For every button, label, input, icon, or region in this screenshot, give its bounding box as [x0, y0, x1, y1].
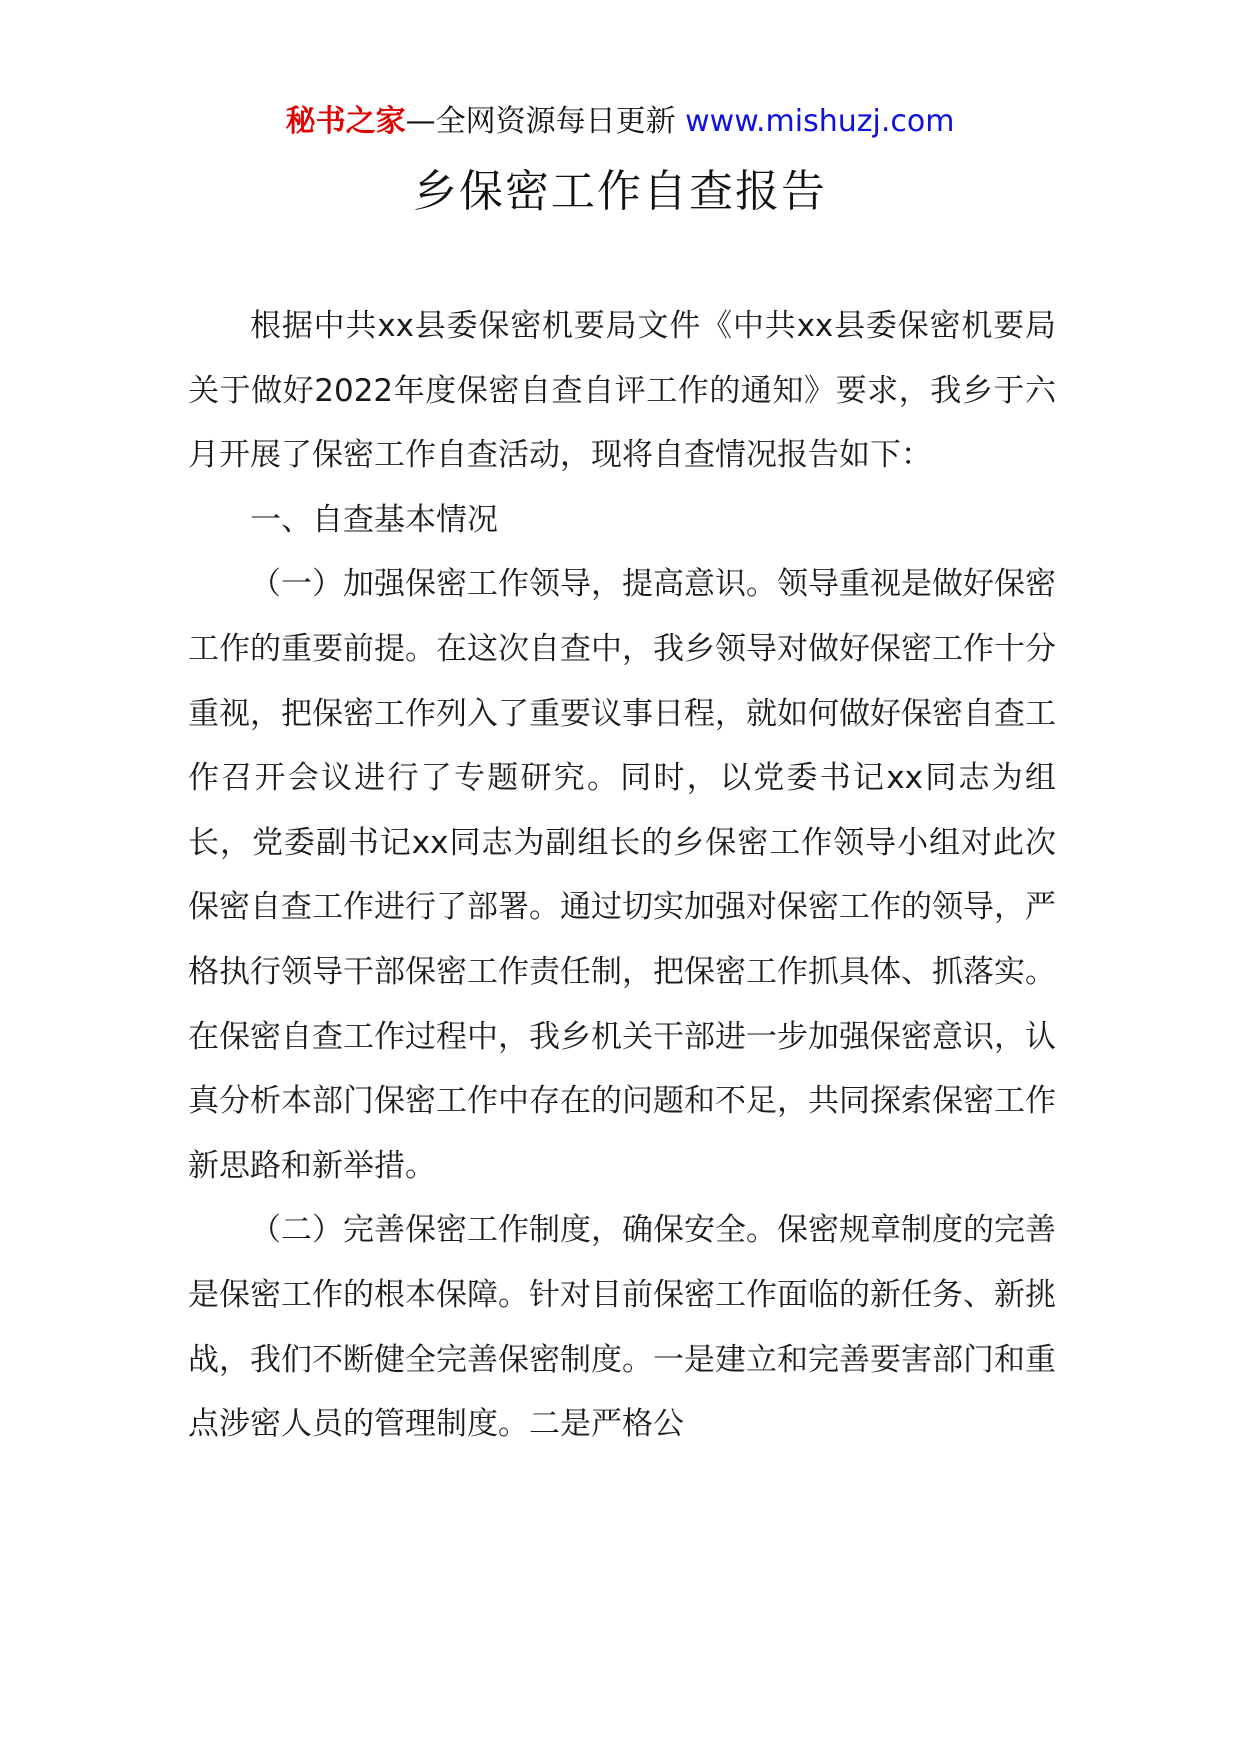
section-heading: 一、自查基本情况: [250, 501, 498, 538]
document-body: [188, 294, 1056, 1457]
paragraph-intro: 根据中共xx县委保密机要局文件《中共xx县委保密机要局关于做好2022年度保密自查自评工作的通知》要求，我乡于六月开展了保密工作自查活动，现将自查情况报告如下：: [188, 308, 1056, 474]
paragraph-leadership: （一）加强保密工作领导，提高意识。领导重视是做好保密工作的重要前提。在这次自查中，我乡领导对做好保密工作十分重视，把保密工作列入了重要议事日程，就如何做好保密自查工作召开会议进行了专题研究。同时，以党委书记xx同志为组长，党委副书记xx同志为副组长的乡保密工作领导小组对此次保密自查工作进行了部署。通过切实加强对保密工作的领导，严格执行领导干部保密工作责任制，把保密工作抓具体、抓落实。在保密自查工作过程中，我乡机关干部进一步加强保密意识，认真分析本部门保密工作中存在的问题和不足，共同探索保密工作新思路和新举措。: [188, 566, 1056, 1184]
site-tagline: —全网资源每日更新: [405, 104, 676, 139]
paragraph-system: （二）完善保密工作制度，确保安全。保密规章制度的完善是保密工作的根本保障。针对目前保密工作面临的新任务、新挑战，我们不断健全完善保密制度。一是建立和完善要害部门和重点涉密人员的管理制度。二是严格公: [188, 1212, 1056, 1443]
brand-name: 秘书之家: [285, 104, 406, 139]
document-title: 乡保密工作自查报告: [413, 166, 827, 217]
site-header: [0, 100, 1240, 144]
site-url-link[interactable]: www.mishuzj.com: [685, 104, 955, 139]
